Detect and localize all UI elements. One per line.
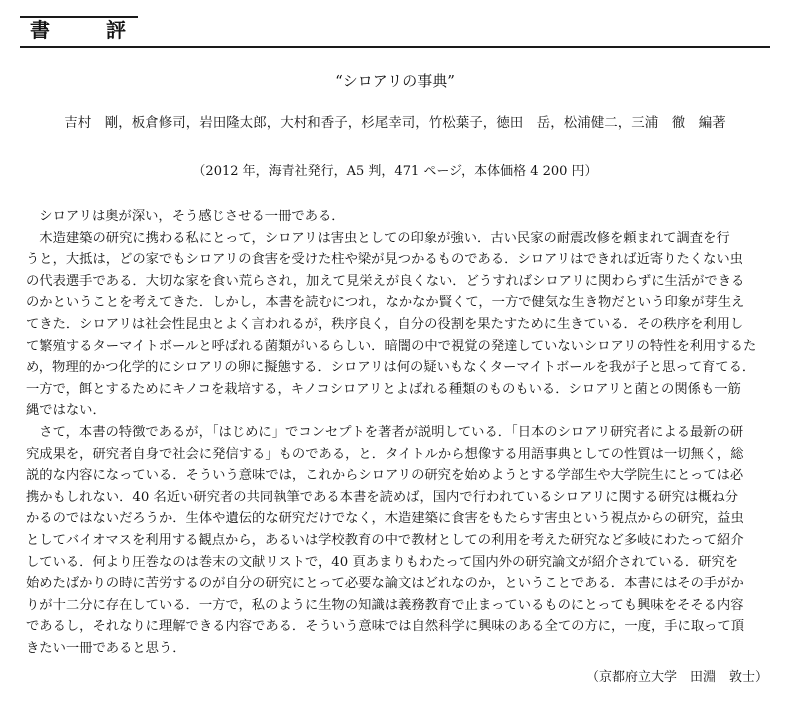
review-line: て繁殖するターマイトボールと呼ばれる菌類がいるらしい．暗闇の中で視覚の発達していないシロアリの特性を利用するた: [26, 338, 757, 354]
section-label: 書 評: [30, 18, 144, 42]
review-line: であるし，それなりに理解できる内容である．そういう意味では自然科学に興味のある全ての方に，一度，手に取って頂: [26, 619, 745, 635]
publication-info: （2012 年，海青社発行，A5 判，471 ページ，本体価格 4 200 円）: [192, 164, 598, 179]
section-rule-bottom: [20, 46, 770, 48]
review-line: している．何より圧巻なのは巻末の文献リストで，40 頁あまりもわたって国内外の研究論文が紹介されている．研究を: [26, 554, 739, 570]
review-line: 携かもしれない．40 名近い研究者の共同執筆である本書を読めば，国内で行われているシロアリに関する研究は概ね分: [26, 489, 739, 505]
review-line: りが十二分に存在している．一方で，私のように生物の知識は義務教育で止まっているものにとっても興味をそそる内容: [26, 597, 744, 613]
review-line: うと，大抵は，どの家でもシロアリの食害を受けた柱や梁が見つかるものである．シロアリはできれば近寄りたくない虫: [26, 252, 743, 268]
review-line: かるのではないだろうか．生体や遺伝的な研究だけでなく，木造建築に食害をもたらす害虫という視点からの研究，益虫: [26, 511, 744, 527]
book-title: “シロアリの事典”: [335, 72, 455, 90]
review-line: きたい一冊であると思う．: [26, 640, 186, 656]
review-line: 説的な内容になっている．そういう意味では，これからシロアリの研究を始めようとする学部生や大学院生にとっては必: [26, 468, 744, 484]
review-line: としてバイオマスを利用する観点から，あるいは学校教育の中で教材としての利用を考えた研究など多岐にわたって紹介: [26, 532, 744, 548]
review-line: 一方で，餌とするためにキノコを栽培する，キノコシロアリとよばれる種類のものもいる．シロアリと菌との関係も一筋: [26, 381, 741, 397]
review-line: 始めたばかりの時に苦労するのが自分の研究にとって必要な論文はどれなのか，ということである．本書にはその手がか: [26, 576, 744, 592]
review-line: の代表選手である．大切な家を食い荒らされ，加えて見栄えが良くない．どうすればシロアリに関わらずに生活ができる: [26, 273, 745, 289]
review-line: 縄ではない．: [26, 403, 106, 419]
review-body: [26, 206, 771, 659]
review-line: 木造建築の研究に携わる私にとって，シロアリは害虫としての印象が強い．古い民家の耐震改修を頼まれて調査を行: [26, 230, 730, 246]
review-line: め，物理的かつ化学的にシロアリの卵に擬態する．シロアリは何の疑いもなくターマイトボールを我が子と思って育てる．: [26, 360, 756, 376]
review-line: シロアリは奥が深い，そう感じさせる一冊である．: [26, 209, 345, 224]
review-line: てきた．シロアリは社会性昆虫とよく言われるが，秩序良く，自分の役割を果たすために生きている．その秩序を利用し: [26, 316, 744, 332]
review-line: のかということを考えてきた．しかし，本書を読むにつれ，なかなか賢くて，一方で健気な生き物だという印象が芽生え: [26, 295, 745, 311]
review-line: 究成果を，研究者自身で社会に発信する」ものである，と．タイトルから想像する用語事典としての性質は一切無く，総: [26, 446, 744, 462]
reviewer-signature: （京都府立大学 田淵 敦士）: [585, 670, 768, 685]
book-authors: 吉村 剛，板倉修司，岩田隆太郎，大村和香子，杉尾幸司，竹松葉子，徳田 岳，松浦健二，三浦 徹 編著: [64, 115, 726, 131]
review-line: さて，本書の特徴であるが，「はじめに」でコンセプトを著者が説明している．「日本のシロアリ研究者による最新の研: [26, 424, 744, 440]
section-header: [20, 14, 770, 50]
